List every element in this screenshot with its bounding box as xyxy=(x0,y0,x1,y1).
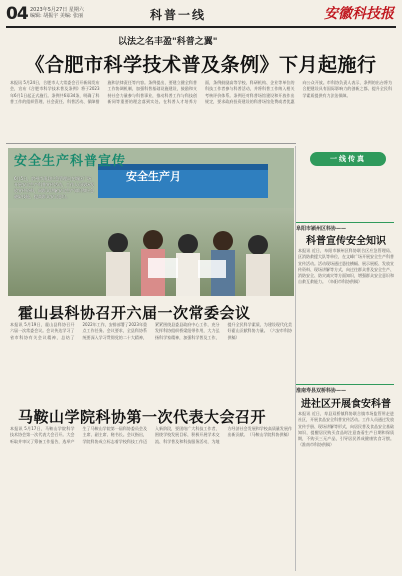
sidebar-title-1: 科普宣传安全知识 xyxy=(306,236,386,247)
lead-body: 本报讯 5月24日，合肥市人大常委会召开新闻发布会，宣布《合肥市科学技术普及条例》将于2023年6月1日起正式施行。条例共6章34条，明确了科普工作的组织管理、社会责任、科普活动、保障措施和法律责任等内容。条例提出，要建立健全科普工作协调机制，加强科普基础设施建设，鼓励和支持社会力量参与科普事业，推动科普工作与科技创新同等重要的理念落到实处。在科普人才培养方面，条例鼓励高等学校、科研机构、企业等单位的科技工作者参与科普活动，并将科普工作纳入相关考核评价体系。条例还对科普场馆建设和开放作出规定，要求政府投资建设的科普场馆免费或者优惠向公众开放。市科协负责人表示，条例的出台将为合肥建设具有国际影响力的创新之都、提升全民科学素质提供有力法治保障。 xyxy=(10,80,392,104)
sidebar-rule-1 xyxy=(296,222,394,223)
article-2-headline: 霍山县科协召开六届一次常委会议 xyxy=(18,304,251,322)
sidebar-banner-label: 一线传真 xyxy=(310,152,386,166)
column-divider xyxy=(295,146,296,571)
header-rule xyxy=(6,26,396,28)
photo-caption: 6月5日，宿州市萧县应急管理局在城区广场开展安全生产科普宣传活动，工作人员现场发放宣传资料，向群众讲解安全生产知识和应急避险技能，提高群众安全意识。 xyxy=(14,176,94,199)
date-line xyxy=(30,7,84,19)
section-title: 科普一线 xyxy=(150,8,207,22)
lead-headline: 《合肥市科学技术普及条例》下月起施行 xyxy=(25,54,377,76)
section-divider xyxy=(6,143,296,144)
sidebar-kicker-1: 阜阳市颍州区科协—— xyxy=(296,226,347,232)
article-3-headline: 马鞍山学院科协第一次代表大会召开 xyxy=(18,408,267,426)
photo-banner-text: 安全生产月 xyxy=(126,170,181,183)
article-3-body: 本报讯 5月17日，马鞍山学院科学技术协会第一次代表大会召开。大会听取并审议了筹备工作报告，选举产生了马鞍山学院第一届科协委员会及主席、副主席、秘书长。会议指出，学院科协成立标志着学校科技工作迈入新阶段，要团结广大科技工作者，围绕学校发展目标，积极开展学术交流、科学普及和科技服务活动，为地方经济社会发展和学校高质量发展作出新贡献。（马鞍山学院科协供稿） xyxy=(10,426,292,444)
page-number: 04 xyxy=(6,4,28,24)
news-photo xyxy=(8,148,294,296)
newspaper-masthead: 安徽科技报 xyxy=(324,6,394,22)
lead-kicker: 以法之名丰盈"科普之翼" xyxy=(118,37,218,47)
issue-date: 2023年5月27日 星期六 xyxy=(30,7,84,13)
sidebar-banner xyxy=(296,148,396,188)
page-header xyxy=(0,0,402,30)
photo-headline: 安全生产科普宣传 xyxy=(14,154,127,169)
article-2-body: 本报讯 5月19日，霍山县科协召开六届一次常委会议。会议传达学习了省市科协有关会议精神，总结了2022年工作，安排部署了2023年重点工作任务。会议要求，全县科协系统要深入学习贯彻党的二十大精神，紧紧围绕县委县政府中心工作，充分发挥科协组织桥梁纽带作用，大力弘扬科学家精神，加强科学普及工作，提升全民科学素质，为建设现代化美好霍山贡献科协力量。（六安市科协供稿） xyxy=(10,322,292,340)
sidebar-kicker-2: 淮南寿县双桥科协—— xyxy=(296,388,347,394)
sidebar-rule-2 xyxy=(296,384,394,385)
sidebar-body-2: 本报讯 近日，寿县双桥镇科协联合镇市场监管所走进社区，开展食品安全科普宣传活动。工作人员通过发放宣传手册、现场讲解等形式，向居民普及食品安全基础知识，提醒居民购买食品时注意查看生产日期和保质期，不购买三无产品，引导居民养成健康饮食习惯。（淮南市科协供稿） xyxy=(298,411,394,448)
sidebar-body-1: 本报讯 近日，阜阳市颍州区科协联合区应急管理局、区消防救援大队等单位，在文峰广场开展安全生产科普宣传活动。活动现场通过悬挂横幅、展示展板、发放宣传资料、现场讲解等方式，向过往群众普及安全生产、消防安全、防灾减灾等方面知识，增强群众安全意识和自救互救能力。（阜阳市科协供稿） xyxy=(298,248,394,285)
sidebar-title-2: 进社区开展食安科普 xyxy=(301,399,391,410)
editor-credit: 编辑: 胡振宇 美编: 张丽 xyxy=(30,13,84,19)
